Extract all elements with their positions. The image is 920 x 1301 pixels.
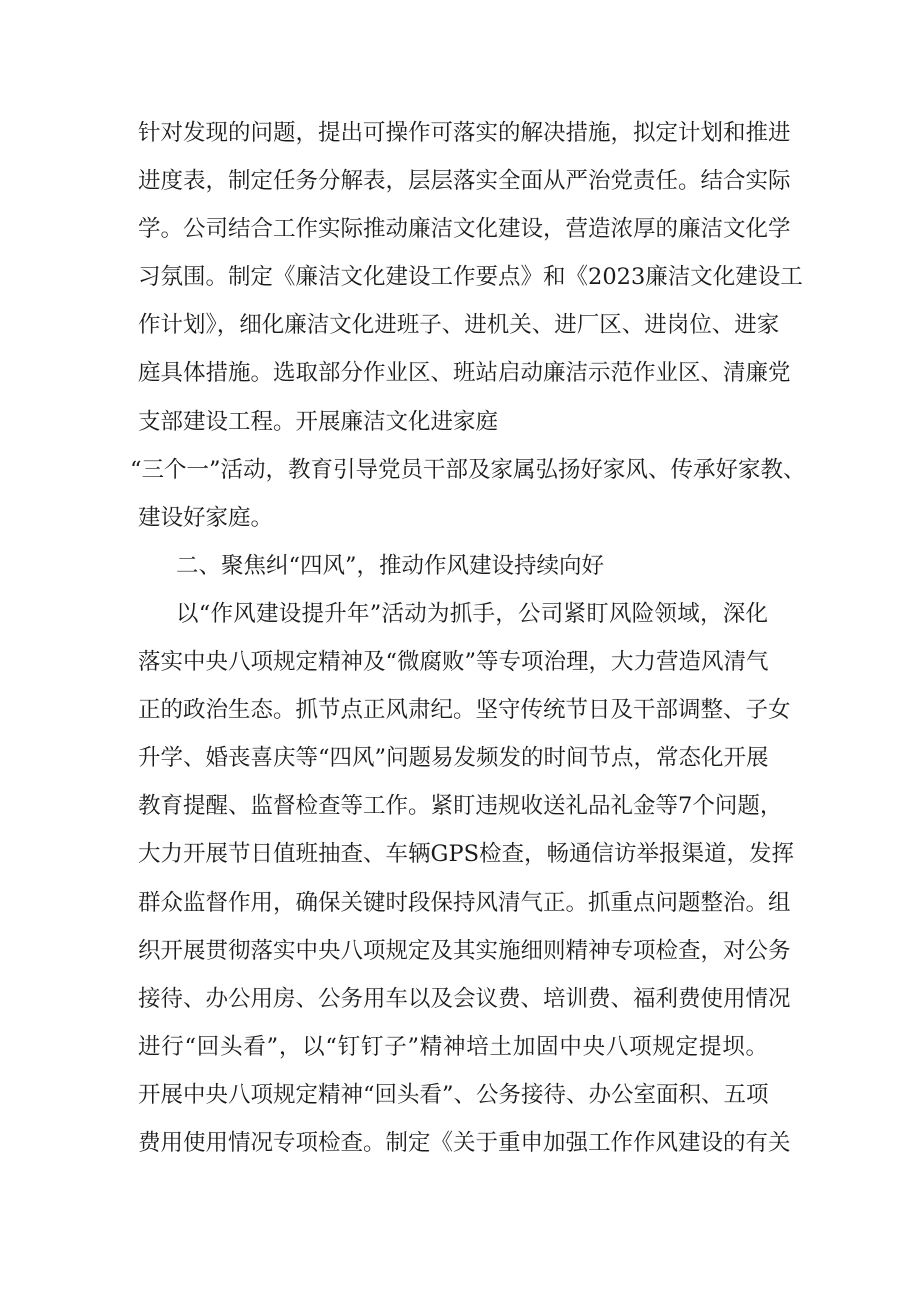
paragraph-line: “三个一”活动，教育引导党员干部及家属弘扬好家风、传承好家教、 <box>130 456 806 483</box>
paragraph-line: 建设好家庭。 <box>138 504 274 531</box>
body-text <box>130 109 806 1167</box>
paragraph-line: 大力开展节日值班抽查、车辆GPS检查，畅通信访举报渠道，发挥 <box>138 841 795 868</box>
paragraph-line: 费用使用情况专项检查。制定《关于重申加强工作作风建设的有关 <box>138 1129 791 1156</box>
section-heading: 二、聚焦纠“四风”，推动作风建设持续向好 <box>176 552 605 579</box>
paragraph-line: 习氛围。制定《廉洁文化建设工作要点》和《2023廉洁文化建设工 <box>138 264 803 291</box>
paragraph-line: 开展中央八项规定精神“回头看”、公务接待、办公室面积、五项 <box>138 1081 769 1108</box>
paragraph-line: 进度表，制定任务分解表，层层落实全面从严治党责任。结合实际 <box>138 168 791 195</box>
paragraph-line: 学。公司结合工作实际推动廉洁文化建设，营造浓厚的廉洁文化学 <box>138 216 791 243</box>
paragraph-line: 升学、婚丧喜庆等“四风”问题易发频发的时间节点，常态化开展 <box>138 745 769 772</box>
paragraph-line: 正的政治生态。抓节点正风肃纪。坚守传统节日及干部调整、子女 <box>138 697 791 724</box>
paragraph-line: 进行“回头看”，以“钉钉子”精神培土加固中央八项规定提坝。 <box>138 1033 768 1060</box>
paragraph-line: 接待、办公用房、公务用车以及会议费、培训费、福利费使用情况 <box>138 985 791 1012</box>
paragraph-line: 教育提醒、监督检查等工作。紧盯违规收送礼品礼金等7个问题， <box>138 793 783 820</box>
paragraph-line: 庭具体措施。选取部分作业区、班站启动廉洁示范作业区、清廉党 <box>138 360 791 387</box>
paragraph-line: 群众监督作用，确保关键时段保持风清气正。抓重点问题整治。组 <box>138 889 791 916</box>
paragraph-line: 作计划》，细化廉洁文化进班子、进机关、进厂区、进岗位、进家 <box>138 312 780 339</box>
paragraph-line: 落实中央八项规定精神及“微腐败”等专项治理，大力营造风清气 <box>138 649 769 676</box>
paragraph-line: 织开展贯彻落实中央八项规定及其实施细则精神专项检查，对公务 <box>138 937 791 964</box>
paragraph-line: 以“作风建设提升年”活动为抓手，公司紧盯风险领域，深化 <box>176 600 768 627</box>
paragraph-line: 针对发现的问题，提出可操作可落实的解决措施，拟定计划和推进 <box>138 120 791 146</box>
paragraph-line: 支部建设工程。开展廉洁文化进家庭 <box>138 408 499 435</box>
